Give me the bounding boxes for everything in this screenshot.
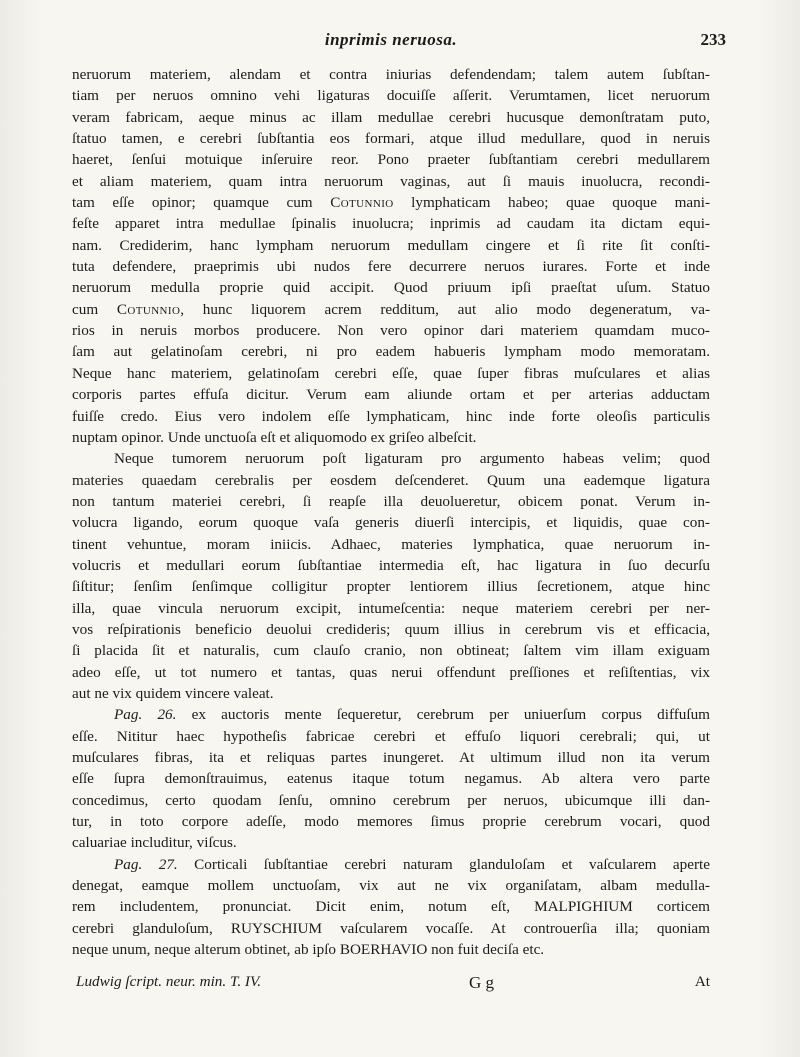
line-segment: tam eſſe opinor; quamque cum: [72, 194, 331, 212]
text-line: tuta defendere, praeprimis ubi nudos fere decurrere neruos iurares. Forte et inde: [72, 258, 710, 276]
catchword: At: [694, 973, 710, 990]
signature-left: Ludwig ſcript. neur. min. T. IV.: [76, 973, 262, 990]
author-name: Cotunnio: [116, 300, 181, 318]
line-segment: lymphaticam habeo; quae quoque mani-: [393, 194, 710, 212]
line-segment: , hunc liquorem acrem redditum, aut alio modo degeneratum, va-: [180, 300, 710, 318]
signature-mark: G g: [469, 973, 495, 992]
text-line: neruorum materiem, alendam et contra iniurias defendendam; talem autem ſubſtan-: [72, 66, 710, 83]
text-line: materies quaedam cerebralis per eosdem deſcenderet. Quum una eademque ligatura: [72, 471, 710, 489]
text-line: [72, 854, 710, 875]
text-line: Neque tumorem neruorum poſt ligaturam pro argumento habeas velim; quod: [114, 450, 710, 468]
text-line: illa, quae vincula neruorum excipit, intumeſcentia: neque materiem cerebri per ner-: [72, 599, 710, 617]
text-line: tur, in toto corpore adeſſe, modo memores ſimus proprie cerebrum vocari, quod: [72, 813, 710, 831]
line-segment: ex auctoris mente ſequeretur, cerebrum per uniuerſum corpus diffuſum: [176, 706, 710, 724]
text-line: cerebri glanduloſum, RUYSCHIUM vaſcularem vocaſſe. At controuerſia illa; quoniam: [72, 919, 710, 937]
text-line: aut ne vix quidem vincere valeat.: [72, 684, 274, 702]
text-line: fuiſſe credo. Eius vero indolem eſſe lymphaticam, hinc inde forte oleoſis particulis: [72, 407, 710, 425]
text-line: rios in neruis morbos producere. Non vero opinor dari materiem quamdam muco-: [72, 322, 710, 340]
text-line: volucra ligando, eorum quoque vaſa generis diuerſi intercipis, et liquidis, quae con-: [72, 514, 710, 532]
text-line: [72, 704, 710, 725]
text-line: neque unum, neque alterum obtinet, ab ipſo BOERHAVIO non fuit deciſa etc.: [72, 941, 545, 959]
text-line: volucris et medullari eorum ſubſtantiae intermedia eſt, hac ligatura in ſuo decurſu: [72, 556, 710, 574]
line-segment: Corticali ſubſtantiae cerebri naturam glanduloſam et vaſcularem aperte: [177, 855, 710, 873]
text-line: denegat, eamque mollem unctuoſam, vix aut ne vix organiſatam, albam medulla-: [72, 877, 710, 895]
text-line: ſi placida ſit et naturalis, cum clauſo cranio, non obtineat; ſaltem vim illam exiguam: [72, 642, 710, 660]
text-line: ſtatuo tamen, e cerebri ſubſtantia eos formari, atque illud medullare, quod in neruis: [72, 130, 710, 148]
text-line: et aliam materiem, quam intra neruorum vaginas, aut ſi mauis inuolucra, recondi-: [72, 172, 710, 190]
page-number: 233: [700, 30, 726, 49]
text-line: vos reſpirationis beneficio deuolui credideris; quum illius in cerebrum vis et efficacia,: [72, 620, 710, 638]
text-line: haeret, ſenſui motuique inſeruire reor. Pono praeter ſubſtantiam cerebri medullarem: [72, 151, 710, 169]
text-line: adeo eſſe, ut tot numero et tantas, quas nerui offendunt preſſiones et reſiſtentias, vix: [72, 663, 710, 681]
text-line: tinent vehuntue, moram iniicis. Adhaec, materies lymphatica, quae neruorum in-: [72, 535, 710, 553]
text-line: muſculares fibras, ita et reliquas partes inungeret. At ultimum illud non ita verum: [72, 749, 710, 766]
text-line: eſſe. Nititur haec hypotheſis fabricae cerebri et effuſo liquori cerebrali; qui, ut: [72, 727, 710, 745]
text-line: feſte apparet intra medullae ſpinalis inuolucra; inprimis ad caudam ita dictam equi-: [72, 215, 710, 233]
page-header: [72, 30, 726, 54]
running-title: inprimis neruosa.: [324, 30, 458, 49]
text-line: caluariae includitur, viſcus.: [72, 834, 237, 852]
line-segment: Pag. 27.: [114, 855, 178, 873]
line-segment: cum: [72, 300, 117, 318]
text-line: ſam aut gelatinoſam cerebri, ni pro eadem habueris lympham modo memoratam.: [72, 343, 710, 361]
text-line: [72, 299, 710, 320]
text-line: nuptam opinor. Unde unctuoſa eſt et aliquomodo ex griſeo albeſcit.: [72, 428, 477, 446]
body-text: [72, 64, 710, 960]
text-line: neruorum medulla proprie quid accipit. Quod priuum ipſi praeſtat uſum. Statuo: [72, 279, 710, 297]
text-line: veram fabricam, aeque minus ac illam medullae cerebri hucusque demonſtratam puto,: [72, 108, 710, 126]
page-footer: [72, 973, 710, 997]
text-line: non tantum materiei cerebri, ſi reapſe illa deuolueretur, obicem ponat. Verum in-: [72, 492, 710, 510]
text-line: eſſe ſupra demonſtrauimus, eatenus itaque totum negamus. Ab altera vero parte: [72, 770, 710, 788]
text-line: tiam per neruos omnino vehi ligaturas docuiſſe aſſerit. Verumtamen, licet neruorum: [72, 87, 710, 105]
text-line: ſiſtitur; ſenſim ſenſimque colligitur propter lentiorem illius ſecretionem, atque hinc: [72, 578, 710, 596]
text-line: nam. Crediderim, hanc lympham neruorum medullam cingere et ſi rite ſit conſti-: [72, 236, 710, 254]
text-line: [72, 192, 710, 213]
line-segment: Pag. 26.: [114, 706, 177, 724]
text-line: Neque hanc materiem, gelatinoſam cerebri eſſe, quae ſuper fibras muſculares et alias: [72, 364, 710, 382]
author-name: Cotunnio: [330, 194, 394, 212]
text-line: rem includentem, pronunciat. Dicit enim, notum eſt, MALPIGHIUM corticem: [72, 898, 710, 916]
text-line: corporis partes effuſa dicitur. Verum eam aliunde ortam et per arterias adductam: [72, 386, 710, 404]
text-line: concedimus, certo quodam ſenſu, omnino cerebrum per neruos, ubicumque illi dan-: [72, 791, 710, 809]
